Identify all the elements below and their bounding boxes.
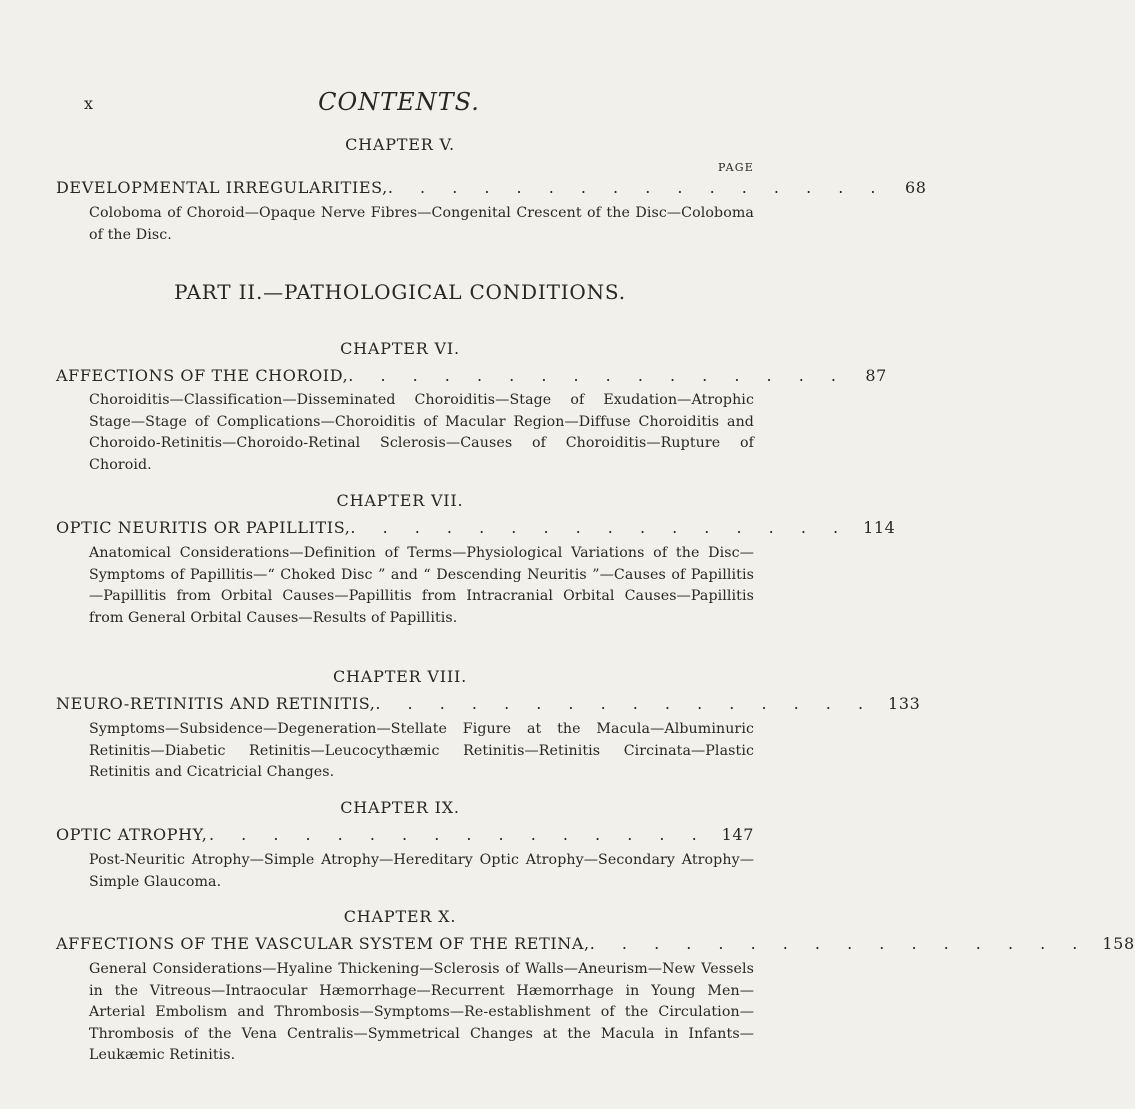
dot-leader: . . . . . . . . . . . . . . . . <box>387 178 887 197</box>
entry-page-number: 87 <box>865 366 887 385</box>
chapter-heading-text: CHAPTER VIII. <box>332 667 467 686</box>
page-column-label: PAGE <box>718 161 754 174</box>
entry-page-number: 133 <box>888 694 921 713</box>
page-header <box>0 88 800 118</box>
toc-entry-chapter-6[interactable] <box>56 365 887 387</box>
toc-entry-chapter-8[interactable] <box>56 693 921 715</box>
chapter-heading-text: CHAPTER IX. <box>340 798 460 817</box>
dot-leader: . . . . . . . . . . . . . . . . <box>348 366 847 385</box>
part-heading: PART II.—PATHOLOGICAL CONDITIONS. <box>174 280 626 304</box>
chapter-heading-5 <box>0 134 800 156</box>
dot-leader: . . . . . . . . . . . . . . . . <box>375 694 875 713</box>
page-numeral: x <box>84 94 94 113</box>
chapter-9-description: Post-Neuritic Atrophy—Simple Atrophy—Hereditary Optic Atrophy—Secondary Atrophy—Simple Glaucoma. <box>89 852 754 890</box>
toc-entry-chapter-7[interactable] <box>56 517 896 539</box>
chapter-7-description: Anatomical Considerations—Definition of Terms—Physiological Variations of the Disc—Symptoms of Papillitis—“ Choked Disc ” and “ Descending Neuritis ”—Causes of Papillitis—Papillitis from Orbital Causes—Papillitis from Intracranial Orbital Causes—Papillitis from General Orbital Causes—Results of Papillitis. <box>89 545 754 626</box>
chapter-heading-text: CHAPTER VII. <box>336 491 464 510</box>
entry-page-number: 147 <box>721 825 754 844</box>
entry-title: DEVELOPMENTAL IRREGULARITIES, <box>56 178 388 197</box>
entry-page-number: 158 <box>1102 934 1135 953</box>
entry-page-number: 68 <box>904 178 927 197</box>
chapter-5-description: Coloboma of Choroid—Opaque Nerve Fibres—Congenital Crescent of the Disc—Coloboma of the Disc. <box>89 205 754 243</box>
entry-title: AFFECTIONS OF THE VASCULAR SYSTEM OF THE RETINA, <box>56 934 590 953</box>
entry-title: NEURO-RETINITIS AND RETINITIS, <box>56 694 376 713</box>
entry-title: AFFECTIONS OF THE CHOROID, <box>56 366 349 385</box>
chapter-heading-6 <box>0 338 800 360</box>
chapter-heading-text: CHAPTER X. <box>343 907 457 926</box>
chapter-heading-10 <box>0 906 800 928</box>
chapter-heading-text: CHAPTER V. <box>345 135 455 154</box>
chapter-heading-7 <box>0 490 800 512</box>
chapter-10-description: General Considerations—Hyaline Thickening—Sclerosis of Walls—Aneurism—New Vessels in the Vitreous—Intraocular Hæmorrhage—Recurrent Hæmorrhage in Young Men—Arterial Embolism and Thrombosis—Symptoms—Re-establishment of the Circulation—Thrombosis of the Vena Centralis—Symmetrical Changes at the Macula in Infants—Leukæmic Retinitis. <box>89 961 754 1063</box>
toc-entry-chapter-10[interactable] <box>56 933 1135 955</box>
chapter-heading-8 <box>0 666 800 688</box>
dot-leader: . . . . . . . . . . . . . . . . <box>350 518 850 537</box>
dot-leader: . . . . . . . . . . . . . . . . <box>589 934 1089 953</box>
chapter-6-description: Choroiditis—Classification—Disseminated Choroiditis—Stage of Exudation—Atrophic Stage—Stage of Complications—Choroiditis of Macular Region—Diffuse Choroiditis and Choroido-Retinitis—Choroido-Retinal Sclerosis—Causes of Choroiditis—Rupture of Choroid. <box>89 392 754 473</box>
running-title: CONTENTS. <box>318 88 480 116</box>
entry-title: OPTIC NEURITIS OR PAPILLITIS, <box>56 518 351 537</box>
toc-entry-chapter-9[interactable] <box>56 824 754 846</box>
entry-page-number: 114 <box>863 518 896 537</box>
chapter-8-description: Symptoms—Subsidence—Degeneration—Stellate Figure at the Macula—Albuminuric Retinitis—Diabetic Retinitis—Leucocythæmic Retinitis—Retinitis Circinata—Plastic Retinitis and Cicatricial Changes. <box>89 721 754 780</box>
dot-leader: . . . . . . . . . . . . . . . . <box>208 825 708 844</box>
toc-entry-chapter-5[interactable] <box>56 177 927 199</box>
chapter-heading-text: CHAPTER VI. <box>340 339 460 358</box>
entry-title: OPTIC ATROPHY, <box>56 825 208 844</box>
chapter-heading-9 <box>0 797 800 819</box>
